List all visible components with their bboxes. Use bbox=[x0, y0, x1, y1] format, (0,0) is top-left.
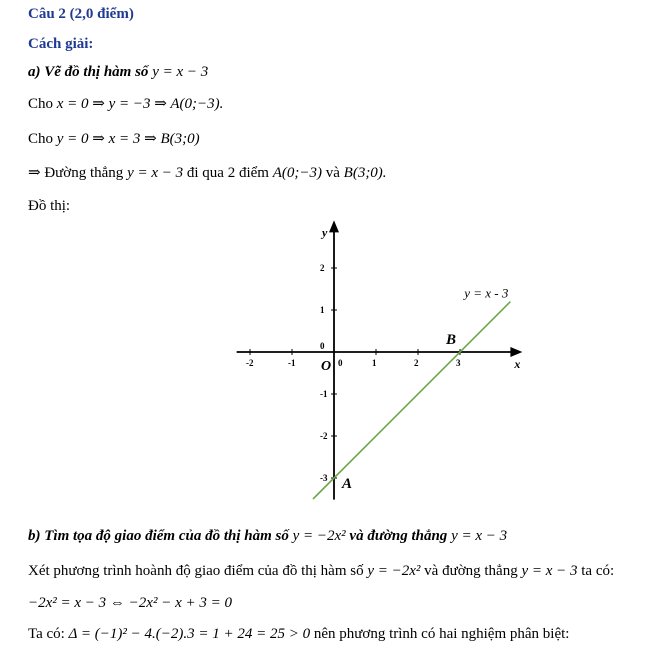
x-axis-arrow bbox=[510, 347, 522, 357]
series-label: y = x - 3 bbox=[464, 285, 509, 301]
b-line3-pre: Ta có: bbox=[28, 626, 65, 642]
b-line1-func1: y = −2x² bbox=[367, 563, 421, 579]
point-label-b: B bbox=[446, 332, 457, 348]
y-tick-label: -2 bbox=[320, 431, 328, 441]
part-b-line2 bbox=[28, 595, 232, 612]
axes bbox=[237, 220, 523, 499]
x-tick-label: 3 bbox=[456, 358, 461, 368]
line3-func: y = x − 3 bbox=[127, 165, 184, 181]
line2-math: y = 0 ⇒ x = 3 ⇒ B(3;0) bbox=[56, 131, 200, 147]
series-line bbox=[313, 302, 510, 499]
graph-label: Đồ thị: bbox=[28, 198, 71, 214]
point-label-a: A bbox=[342, 476, 353, 492]
line1-pre: Cho bbox=[28, 96, 54, 112]
series-group bbox=[313, 285, 510, 499]
y-axis-label: y bbox=[322, 225, 328, 240]
x-tick-label: 2 bbox=[414, 358, 419, 368]
line1-math: x = 0 ⇒ y = −3 ⇒ A(0;−3). bbox=[56, 96, 224, 112]
y-tick-label: 2 bbox=[320, 263, 325, 273]
b-line1-func2: y = x − 3 bbox=[521, 563, 578, 579]
x-tick-label: -1 bbox=[288, 358, 296, 368]
method-heading: Cách giải: bbox=[28, 36, 94, 52]
ticks bbox=[246, 263, 461, 483]
question-heading: Câu 2 (2,0 điểm) bbox=[28, 6, 134, 22]
line3-mid: đi qua 2 điểm bbox=[186, 165, 269, 181]
y-axis-arrow bbox=[329, 220, 339, 232]
y-tick-label: 1 bbox=[320, 305, 325, 315]
b-line1-post: ta có: bbox=[581, 563, 615, 579]
part-b-line3 bbox=[28, 626, 569, 643]
line3-arrow: ⇒ bbox=[28, 165, 41, 181]
b-line1-mid: và đường thẳng bbox=[424, 563, 518, 579]
part-a-func: y = x − 3 bbox=[152, 64, 209, 80]
y-tick-label: -1 bbox=[320, 389, 328, 399]
part-b-line1 bbox=[28, 563, 614, 580]
y-tick-label: -3 bbox=[320, 473, 328, 483]
x-axis-label: x bbox=[514, 357, 521, 371]
part-b-title bbox=[28, 528, 507, 545]
line3-point-b: B(3;0). bbox=[343, 165, 387, 181]
x-tick-label: 1 bbox=[372, 358, 377, 368]
b-line1-pre: Xét phương trình hoành độ giao điểm của đồ thị hàm số bbox=[28, 563, 364, 579]
chart-labels bbox=[320, 225, 520, 492]
origin-label: O bbox=[321, 359, 332, 374]
part-b-title-mid: và đường thẳng bbox=[349, 528, 448, 544]
part-b-func2: y = x − 3 bbox=[451, 528, 508, 544]
part-b-func1: y = −2x² bbox=[292, 528, 346, 544]
part-b-title-text: b) Tìm tọa độ giao điểm của đồ thị hàm số bbox=[28, 528, 289, 544]
b-line3-post: nên phương trình có hai nghiệm phân biệt: bbox=[313, 626, 570, 642]
b-line3-math: Δ = (−1)² − 4.(−2).3 = 1 + 24 = 25 > 0 bbox=[68, 626, 311, 642]
line3-and: và bbox=[325, 165, 340, 181]
line3-text: Đường thẳng bbox=[44, 165, 124, 181]
x-tick-label: 0 bbox=[338, 358, 343, 368]
part-a-title-text: a) Vẽ đồ thị hàm số bbox=[28, 64, 149, 80]
b-line2-math: −2x² = x − 3 ⇔ −2x² − x + 3 = 0 bbox=[28, 595, 232, 611]
y-tick-label: 0 bbox=[320, 341, 325, 351]
line3-point-a: A(0;−3) bbox=[272, 165, 322, 181]
x-tick-label: -2 bbox=[246, 358, 254, 368]
line2-pre: Cho bbox=[28, 131, 54, 147]
